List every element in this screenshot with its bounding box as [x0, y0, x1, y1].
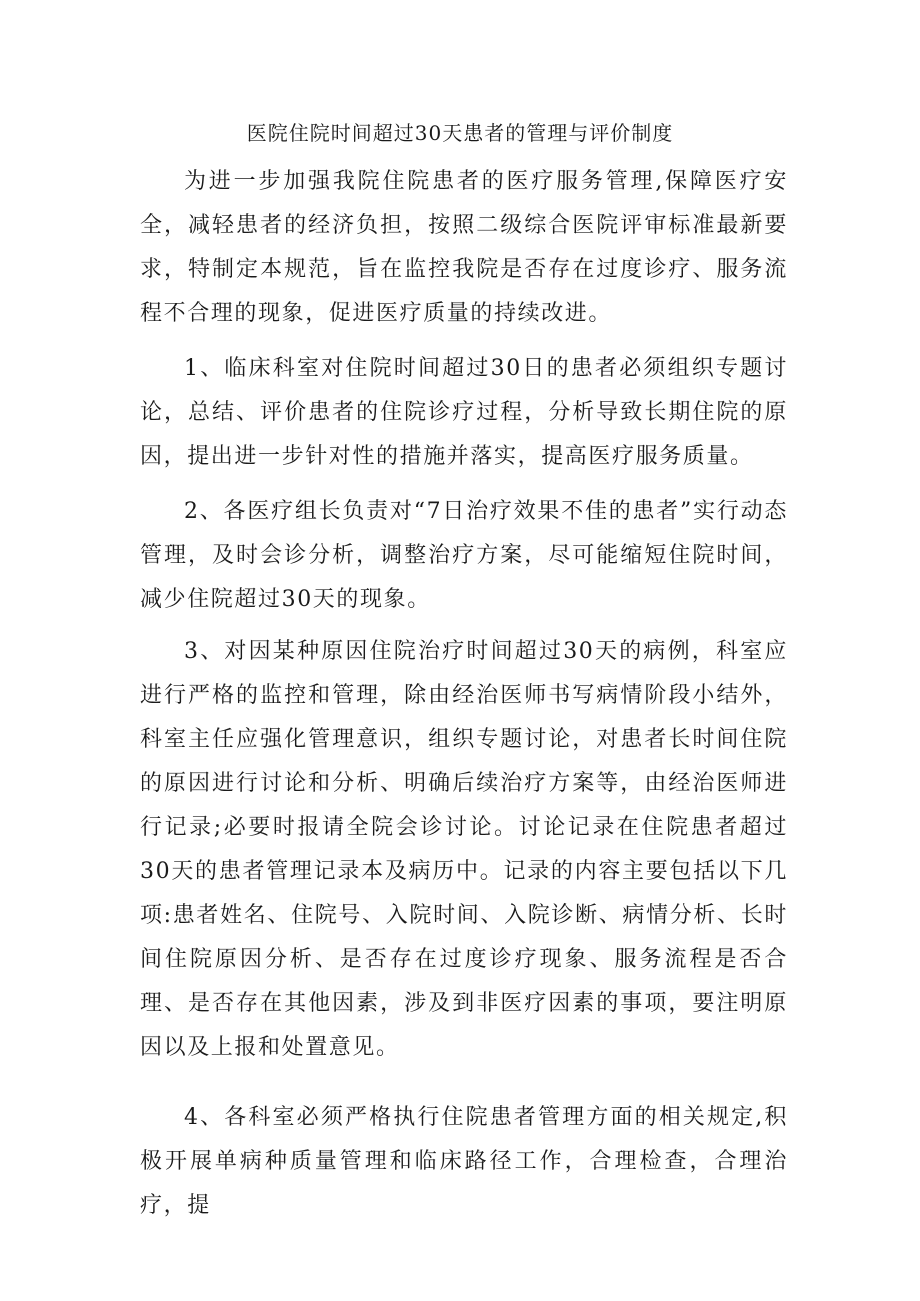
clause-2-paragraph: 2、各医疗组长负责对“7日治疗效果不佳的患者”实行动态管理，及时会诊分析，调整治疗方案，尽可能缩短住院时间，减少住院超过30天的现象。 — [140, 499, 788, 612]
document-title: 医院住院时间超过30天患者的管理与评价制度 — [246, 121, 674, 145]
clause-4-paragraph: 4、各科室必须严格执行住院患者管理方面的相关规定,积极开展单病种质量管理和临床路径工作，合理检查，合理治疗，提 — [140, 1105, 788, 1218]
clause-1-paragraph: 1、临床科室对住院时间超过30日的患者必须组织专题讨论，总结、评价患者的住院诊疗过程，分析导致长期住院的原因，提出进一步针对性的措施并落实，提高医疗服务质量。 — [140, 356, 788, 469]
intro-paragraph: 为进一步加强我院住院患者的医疗服务管理,保障医疗安全，减轻患者的经济负担，按照二级综合医院评审标准最新要求，特制定本规范，旨在监控我院是否存在过度诊疗、服务流程不合理的现象，促进医疗质量的持续改进。 — [140, 169, 788, 326]
clause-3-paragraph: 3、对因某种原因住院治疗时间超过30天的病例，科室应进行严格的监控和管理，除由经治医师书写病情阶段小结外，科室主任应强化管理意识，组织专题讨论，对患者长时间住院的原因进行讨论和分析、明确后续治疗方案等，由经治医师进行记录;必要时报请全院会诊讨论。讨论记录在住院患者超过30天的患者管理记录本及病历中。记录的内容主要包括以下几项:患者姓名、住院号、入院时间、入院诊断、病情分析、长时间住院原因分析、是否存在过度诊疗现象、服务流程是否合理、是否存在其他因素，涉及到非医疗因素的事项，要注明原因以及上报和处置意见。 — [140, 639, 788, 1060]
